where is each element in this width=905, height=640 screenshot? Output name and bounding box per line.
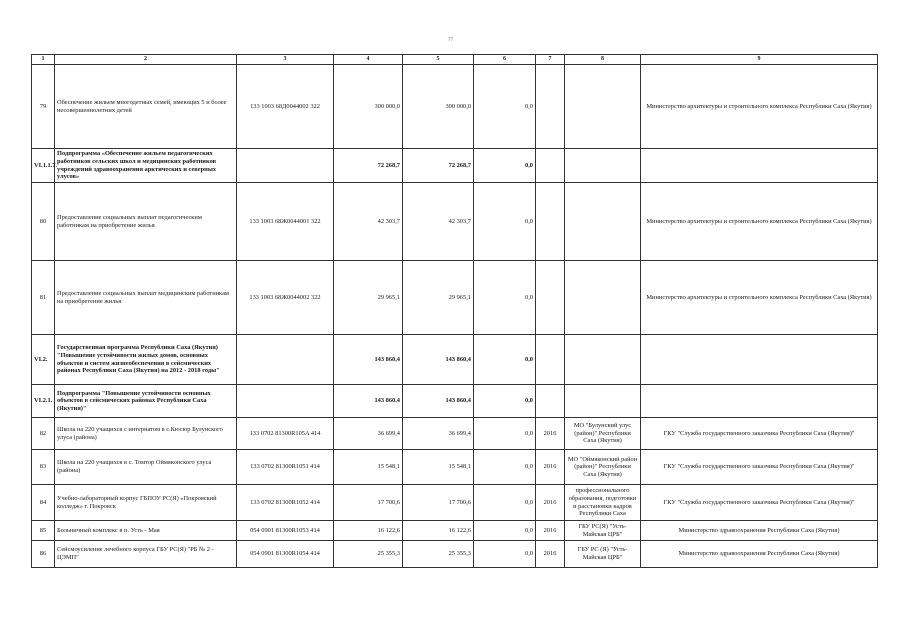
responsible-cell: Министерство архитектуры и строительного комплекса Республики Саха (Якутия) — [641, 261, 878, 335]
amount-total-cell: 16 122,6 — [334, 521, 403, 541]
amount-total-cell: 300 000,0 — [334, 65, 403, 149]
description-cell: Школа на 220 учащихся с интернатом в с.Кюсюр Булунского улуса (района) — [55, 418, 237, 450]
description-cell: Предоставление социальных выплат медицинским работникам на приобретение жилья — [55, 261, 237, 335]
amount-total-cell: 42 303,7 — [334, 183, 403, 261]
amount-other-cell: 0,0 — [474, 385, 536, 418]
row-number-cell: VI.1.1.7. — [32, 149, 55, 183]
row-number-cell: 84 — [32, 485, 55, 521]
year-cell: 2016 — [536, 485, 565, 521]
amount-other-cell: 0,0 — [474, 450, 536, 485]
amount-other-cell: 0,0 — [474, 485, 536, 521]
budget-code-cell — [237, 335, 334, 385]
header-cell: 8 — [565, 55, 641, 65]
header-cell: 7 — [536, 55, 565, 65]
amount-budget-cell: 143 860,4 — [403, 385, 474, 418]
responsible-cell: ГКУ "Служба государственного заказчика Республики Саха (Якутия)" — [641, 418, 878, 450]
amount-budget-cell: 36 699,4 — [403, 418, 474, 450]
amount-other-cell: 0,0 — [474, 183, 536, 261]
year-cell: 2016 — [536, 541, 565, 568]
description-cell: Предоставление социальных выплат педагогическим работникам на приобретение жилья — [55, 183, 237, 261]
header-cell: 2 — [55, 55, 237, 65]
responsible-cell — [641, 385, 878, 418]
budget-code-cell: 054 0901 81300R1054 414 — [237, 541, 334, 568]
year-cell — [536, 261, 565, 335]
amount-total-cell: 143 860,4 — [334, 335, 403, 385]
description-cell: Больничный комплекс в п. Усть - Мая — [55, 521, 237, 541]
amount-total-cell: 36 699,4 — [334, 418, 403, 450]
table-row — [32, 65, 878, 149]
description-cell: Учебно-лабораторный корпус ГБПОУ РС(Я) «Покровский колледж» г. Покровск — [55, 485, 237, 521]
description-cell: Подпрограмма «Обеспечение жильем педагогических работников сельских школ и медицинских работников учреждений здравоохранения арктических и северных улусов» — [55, 149, 237, 183]
responsible-cell: ГКУ "Служба государственного заказчика Республики Саха (Якутия)" — [641, 450, 878, 485]
section-row — [32, 149, 878, 183]
budget-code-cell: 133 1003 68Ж0044001 322 — [237, 183, 334, 261]
budget-code-cell — [237, 385, 334, 418]
amount-total-cell: 72 268,7 — [334, 149, 403, 183]
year-cell: 2016 — [536, 418, 565, 450]
description-cell: Подпрограмма "Повышение устойчивости основных объектов в сейсмических районах Республики Саха (Якутия)" — [55, 385, 237, 418]
table-row — [32, 418, 878, 450]
customer-cell: МО "Булунский улус (район)" Республики Саха (Якутия) — [565, 418, 641, 450]
header-cell: 9 — [641, 55, 878, 65]
amount-budget-cell: 29 965,1 — [403, 261, 474, 335]
customer-cell: ГБУ РС(Я) "Усть-Майская ЦРБ" — [565, 521, 641, 541]
amount-total-cell: 143 860,4 — [334, 385, 403, 418]
row-number-cell: 81 — [32, 261, 55, 335]
row-number-cell: 79 — [32, 65, 55, 149]
row-number-cell: 85 — [32, 521, 55, 541]
budget-table — [31, 54, 878, 568]
table-row — [32, 261, 878, 335]
amount-other-cell: 0,0 — [474, 521, 536, 541]
budget-code-cell — [237, 149, 334, 183]
row-number-cell: 82 — [32, 418, 55, 450]
customer-cell — [565, 149, 641, 183]
responsible-cell: Министерство здравоохранения Республики Саха (Якутия) — [641, 541, 878, 568]
customer-cell: МО "Оймяконский район (район)" Республики Саха (Якутия) — [565, 450, 641, 485]
page-number: 77 — [448, 38, 453, 43]
amount-total-cell: 17 700,6 — [334, 485, 403, 521]
row-number-cell: 80 — [32, 183, 55, 261]
budget-code-cell: 133 0702 81300R1052 414 — [237, 485, 334, 521]
header-cell: 5 — [403, 55, 474, 65]
section-row — [32, 335, 878, 385]
amount-budget-cell: 17 700,6 — [403, 485, 474, 521]
amount-budget-cell: 42 303,7 — [403, 183, 474, 261]
table-row — [32, 450, 878, 485]
amount-budget-cell: 25 355,3 — [403, 541, 474, 568]
header-cell: 3 — [237, 55, 334, 65]
customer-cell: ГБУ РС (Я) "Усть-Майская ЦРБ" — [565, 541, 641, 568]
amount-total-cell: 29 965,1 — [334, 261, 403, 335]
budget-code-cell: 054 0901 81300R1053 414 — [237, 521, 334, 541]
amount-budget-cell: 16 122,6 — [403, 521, 474, 541]
year-cell — [536, 385, 565, 418]
description-cell: Обеспечение жильем многодетных семей, имеющих 5 и более несовершеннолетних детей — [55, 65, 237, 149]
section-row — [32, 385, 878, 418]
responsible-cell: Министерство архитектуры и строительного комплекса Республики Саха (Якутия) — [641, 65, 878, 149]
customer-cell: профессионального образования, подготовки и расстановки кадров Республики Саха — [565, 485, 641, 521]
amount-budget-cell: 143 860,4 — [403, 335, 474, 385]
responsible-cell — [641, 335, 878, 385]
year-cell — [536, 65, 565, 149]
amount-other-cell: 0,0 — [474, 335, 536, 385]
table-row — [32, 521, 878, 541]
table-row — [32, 183, 878, 261]
responsible-cell: Министерство здравоохранения Республики Саха (Якутия) — [641, 521, 878, 541]
customer-cell — [565, 261, 641, 335]
customer-cell — [565, 335, 641, 385]
row-number-cell: 86 — [32, 541, 55, 568]
budget-code-cell: 133 0702 81300R1051 414 — [237, 450, 334, 485]
year-cell — [536, 149, 565, 183]
table-body — [32, 55, 878, 568]
amount-other-cell: 0,0 — [474, 418, 536, 450]
year-cell — [536, 183, 565, 261]
customer-cell — [565, 183, 641, 261]
row-number-cell: VI.2. — [32, 335, 55, 385]
amount-other-cell: 0,0 — [474, 149, 536, 183]
budget-code-cell: 133 0702 81300R105A 414 — [237, 418, 334, 450]
budget-code-cell: 133 1003 68Д0044002 322 — [237, 65, 334, 149]
header-cell: 4 — [334, 55, 403, 65]
year-cell: 2016 — [536, 450, 565, 485]
year-cell — [536, 335, 565, 385]
description-cell: Сейсмоусиление лечебного корпуса ГБУ РС(Я) "РБ № 2 - ЦЭМП" — [55, 541, 237, 568]
header-cell: 1 — [32, 55, 55, 65]
amount-total-cell: 15 548,1 — [334, 450, 403, 485]
amount-other-cell: 0,0 — [474, 65, 536, 149]
table-row — [32, 541, 878, 568]
responsible-cell: ГКУ "Служба государственного заказчика Республики Саха (Якутия)" — [641, 485, 878, 521]
amount-budget-cell: 300 000,0 — [403, 65, 474, 149]
responsible-cell: Министерство архитектуры и строительного комплекса Республики Саха (Якутия) — [641, 183, 878, 261]
row-number-cell: 83 — [32, 450, 55, 485]
description-cell: Государственная программа Республики Саха (Якутия) "Повышение устойчивости жилых домов, основных объектов и систем жизнеобеспечения в сейсмических районах Республики Саха (Якутия) на 2012 - 2018 годы" — [55, 335, 237, 385]
table-row — [32, 485, 878, 521]
description-cell: Школа на 220 учащихся в с. Томтор Оймяконского улуса (района) — [55, 450, 237, 485]
amount-budget-cell: 15 548,1 — [403, 450, 474, 485]
amount-other-cell: 0,0 — [474, 261, 536, 335]
header-cell: 6 — [474, 55, 536, 65]
row-number-cell: VI.2.1. — [32, 385, 55, 418]
customer-cell — [565, 65, 641, 149]
amount-total-cell: 25 355,3 — [334, 541, 403, 568]
budget-code-cell: 133 1003 68Ж0044002 322 — [237, 261, 334, 335]
header-row — [32, 55, 878, 65]
amount-other-cell: 0,0 — [474, 541, 536, 568]
customer-cell — [565, 385, 641, 418]
responsible-cell — [641, 149, 878, 183]
amount-budget-cell: 72 268,7 — [403, 149, 474, 183]
year-cell: 2016 — [536, 521, 565, 541]
